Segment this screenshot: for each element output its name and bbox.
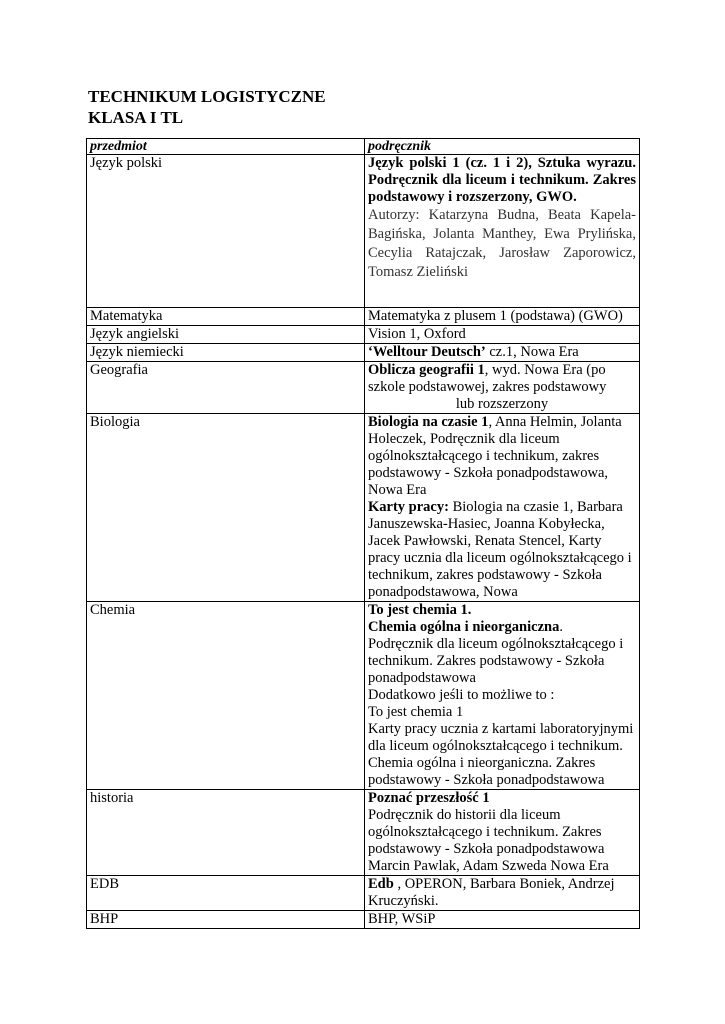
textbook-cell	[365, 344, 640, 362]
table-row	[87, 790, 640, 876]
book-title: ‘Welltour Deutsch’	[368, 344, 486, 360]
table-row	[87, 326, 640, 344]
table-row	[87, 876, 640, 911]
subject-cell: Chemia	[87, 602, 365, 790]
textbook-cell	[365, 155, 640, 308]
table-row	[87, 911, 640, 929]
book-details: , wyd. Nowa Era (po szkole podstawowej, zakres podstawowy	[368, 362, 607, 395]
book-details-tail: lub rozszerzony	[455, 396, 549, 412]
textbook-cell	[365, 602, 640, 790]
subject-cell: Język niemiecki	[87, 344, 365, 362]
textbook-cell	[365, 414, 640, 602]
subject-cell: historia	[87, 790, 365, 876]
document-title: TECHNIKUM LOGISTYCZNE	[88, 87, 326, 106]
subject-cell: BHP	[87, 911, 365, 929]
book-title: To jest chemia 1.	[368, 602, 472, 618]
extra-description: Karty pracy ucznia z kartami laboratoryjnymi dla liceum ogólnokształcącego i technikum. Chemia ogólna i nieorganiczna. Zakres podstawowy - Szkoła ponadpodstawowa	[368, 721, 634, 788]
book-details: , OPERON, Barbara Boniek, Andrzej Kruczyński.	[368, 876, 615, 909]
book-subtitle-line	[368, 619, 636, 636]
textbook-table	[86, 138, 640, 929]
book-title: Poznać przeszłość 1	[368, 790, 490, 806]
textbook-cell: Vision 1, Oxford	[365, 326, 640, 344]
subject-cell: Matematyka	[87, 308, 365, 326]
workbook-entry	[368, 499, 636, 601]
book-title: Oblicza geografii 1	[368, 362, 485, 378]
book-title: Biologia na czasie 1	[368, 414, 489, 430]
book-details: cz.1, Nowa Era	[485, 344, 579, 360]
book-details: , Anna Helmin, Jolanta Holeczek, Podręcznik dla liceum ogólnokształcącego i technikum, zakres podstawowy - Szkoła ponadpodstawowa, Nowa Era	[368, 414, 622, 498]
subject-cell: Język polski	[87, 155, 365, 308]
workbook-label: Karty pracy:	[368, 499, 449, 515]
header-subject: przedmiot	[87, 139, 365, 155]
book-subtitle-dot: .	[559, 619, 563, 635]
book-authors: Autorzy: Katarzyna Budna, Beata Kapela-Bagińska, Jolanta Manthey, Ewa Prylińska, Cecylia Ratajczak, Jarosław Zaporowicz, Tomasz Zieliński	[368, 207, 636, 280]
subject-cell: EDB	[87, 876, 365, 911]
table-row	[87, 308, 640, 326]
class-title: KLASA I TL	[88, 108, 184, 127]
textbook-cell: Matematyka z plusem 1 (podstawa) (GWO)	[365, 308, 640, 326]
table-row	[87, 602, 640, 790]
subject-cell: Geografia	[87, 362, 365, 414]
book-title: Język polski 1 (cz. 1 i 2), Sztuka wyrazu. Podręcznik dla liceum i technikum. Zakres podstawowy i rozszerzony, GWO.	[368, 155, 636, 205]
textbook-cell	[365, 876, 640, 911]
textbook-cell: BHP, WSiP	[365, 911, 640, 929]
table-row	[87, 155, 640, 308]
subject-cell: Język angielski	[87, 326, 365, 344]
textbook-cell	[365, 790, 640, 876]
table-row	[87, 362, 640, 414]
table-row	[87, 414, 640, 602]
book-description: Podręcznik dla liceum ogólnokształcącego i technikum. Zakres podstawowy - Szkoła ponadpodstawowa	[368, 636, 624, 686]
book-description: Podręcznik do historii dla liceum ogólnokształcącego i technikum. Zakres podstawowy - Szkoła ponadpodstawowa Marcin Pawlak, Adam Szweda Nowa Era	[368, 807, 609, 874]
extra-note: Dodatkowo jeśli to możliwe to :	[368, 687, 555, 703]
workbook-details: Biologia na czasie 1, Barbara Januszewska-Hasiec, Joanna Kobyłecka, Jacek Pawłowski, Renata Stencel, Karty pracy ucznia dla liceum ogólnokształcącego i technikum, zakres podstawowy - Szkoła ponadpodstawowa, Nowa	[368, 499, 632, 600]
header-textbook: podręcznik	[365, 139, 640, 155]
table-row	[87, 344, 640, 362]
extra-title: To jest chemia 1	[368, 704, 464, 720]
book-subtitle: Chemia ogólna i nieorganiczna	[368, 619, 560, 635]
textbook-cell	[365, 362, 640, 414]
book-title: Edb	[368, 876, 394, 892]
subject-cell: Biologia	[87, 414, 365, 602]
book-entry	[368, 414, 636, 499]
table-header-row	[87, 139, 640, 155]
